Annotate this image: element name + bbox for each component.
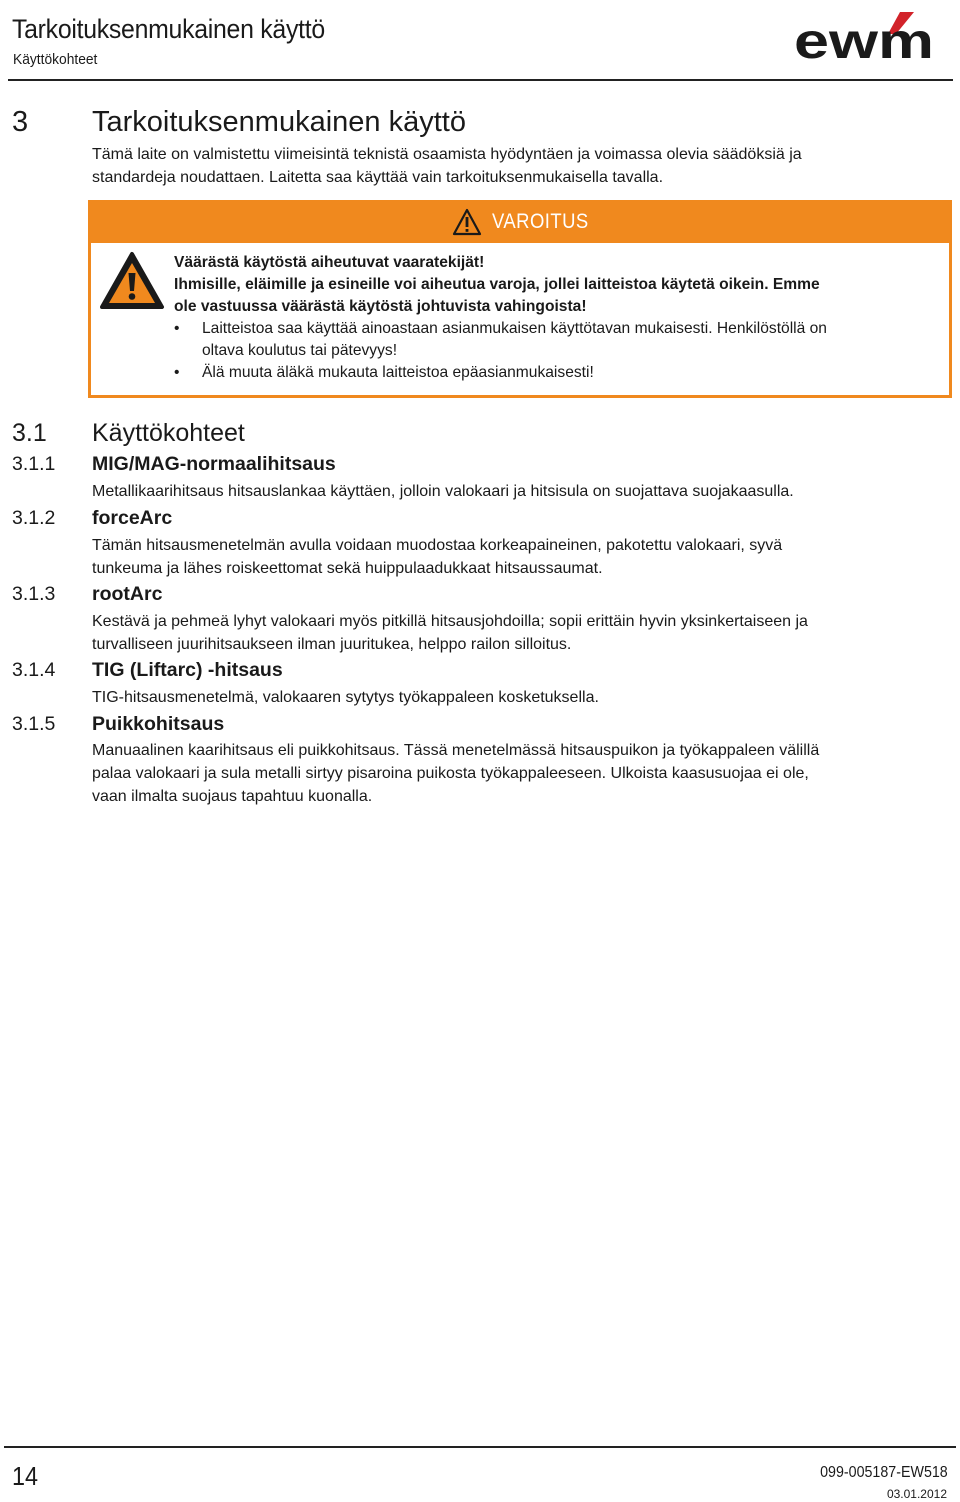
text-line: TIG-hitsausmenetelmä, valokaaren sytytys työkappaleen kosketuksella. <box>92 689 599 706</box>
subsection-title: Käyttökohteet <box>92 419 245 447</box>
text-line: Kestävä ja pehmeä lyhyt valokaari myös pitkillä hitsausjohdoilla; sopii erittäin hyvin yksinkertaiseen ja <box>92 613 808 630</box>
text-line: tunkeuma ja lähes roiskeettomat sekä huippulaadukkaat hitsaussaumat. <box>92 560 603 577</box>
ewm-logo <box>792 8 937 64</box>
section-number: 3 <box>12 106 29 138</box>
section-title: Tarkoituksenmukainen käyttö <box>92 106 466 138</box>
item-title: rootArc <box>92 583 163 605</box>
page-header <box>0 0 960 82</box>
text-line: Tämän hitsausmenetelmän avulla voidaan muodostaa korkeapaineinen, pakotettu valokaari, syvä <box>92 537 783 554</box>
item-title: Puikkohitsaus <box>92 713 225 735</box>
bullet-line: Älä muuta äläkä mukauta laitteistoa epäasianmukaisesti! <box>202 364 594 381</box>
item-number: 3.1.3 <box>12 583 56 605</box>
item-title: MIG/MAG-normaalihitsaus <box>92 453 336 475</box>
item-number: 3.1.5 <box>12 713 56 735</box>
warning-bullet <box>174 362 944 384</box>
item-text <box>92 686 942 709</box>
item-number: 3.1.1 <box>12 453 56 475</box>
warning-triangle-icon <box>99 251 165 311</box>
subsection-number: 3.1 <box>12 419 47 447</box>
header-title: Tarkoituksenmukainen käyttö <box>12 14 325 44</box>
text-line: turvalliseen juurihitsaukseen ilman juuritukea, helppo railon silloitus. <box>92 636 572 653</box>
warning-line: ole vastuussa väärästä käytöstä johtuvista vahingoista! <box>174 298 587 315</box>
item-text <box>92 610 942 656</box>
item-text <box>92 739 942 808</box>
warning-bar <box>91 203 949 243</box>
item-number: 3.1.2 <box>12 507 56 529</box>
warning-body <box>174 252 944 384</box>
bullet-glyph: • <box>174 320 180 337</box>
warning-label: VAROITUS <box>492 210 589 233</box>
item-title: forceArc <box>92 507 173 529</box>
section-intro <box>92 143 942 189</box>
warning-line: Ihmisille, eläimille ja esineille voi aiheutua varoja, jollei laitteistoa käytetä oikein. Emme <box>174 276 820 293</box>
bullet-line: oltava koulutus tai pätevyys! <box>202 342 398 359</box>
document-date: 03.01.2012 <box>886 1487 947 1501</box>
warning-bullet <box>174 318 944 362</box>
bullet-line: Laitteistoa saa käyttää ainoastaan asianmukaisen käyttötavan mukaisesti. Henkilöstöllä on <box>202 320 827 337</box>
item-number: 3.1.4 <box>12 659 56 681</box>
item-title: TIG (Liftarc) -hitsaus <box>92 659 283 681</box>
text-line: Manuaalinen kaarihitsaus eli puikkohitsaus. Tässä menetelmässä hitsauspuikon ja työkappaleen välillä <box>92 742 820 759</box>
intro-line: Tämä laite on valmistettu viimeisintä teknistä osaamista hyödyntäen ja voimassa olevia säädöksiä ja <box>92 146 802 163</box>
warning-triangle-icon <box>452 208 482 236</box>
header-rule <box>8 79 953 81</box>
text-line: palaa valokaari ja sula metalli sirtyy pisaroina puikosta työkappaleeseen. Ulkoista kaasusuojaa ei ole, <box>92 765 809 782</box>
intro-line: standardeja noudattaen. Laitetta saa käyttää vain tarkoituksenmukaisella tavalla. <box>92 169 664 186</box>
item-text <box>92 480 942 503</box>
text-line: Metallikaarihitsaus hitsauslankaa käyttäen, jolloin valokaari ja hitsisula on suojattava suojakaasulla. <box>92 483 794 500</box>
document-number: 099-005187-EW518 <box>820 1464 948 1481</box>
header-subtitle: Käyttökohteet <box>13 51 98 68</box>
bullet-glyph: • <box>174 364 180 381</box>
warning-line: Väärästä käytöstä aiheutuvat vaaratekijät! <box>174 254 485 271</box>
footer-rule <box>4 1446 956 1448</box>
text-line: vaan ilmalta suojaus tapahtuu kuonalla. <box>92 788 373 805</box>
page-number: 14 <box>12 1461 39 1491</box>
svg-text:ewm: ewm <box>794 13 934 64</box>
item-text <box>92 534 942 580</box>
warning-box <box>88 200 952 398</box>
